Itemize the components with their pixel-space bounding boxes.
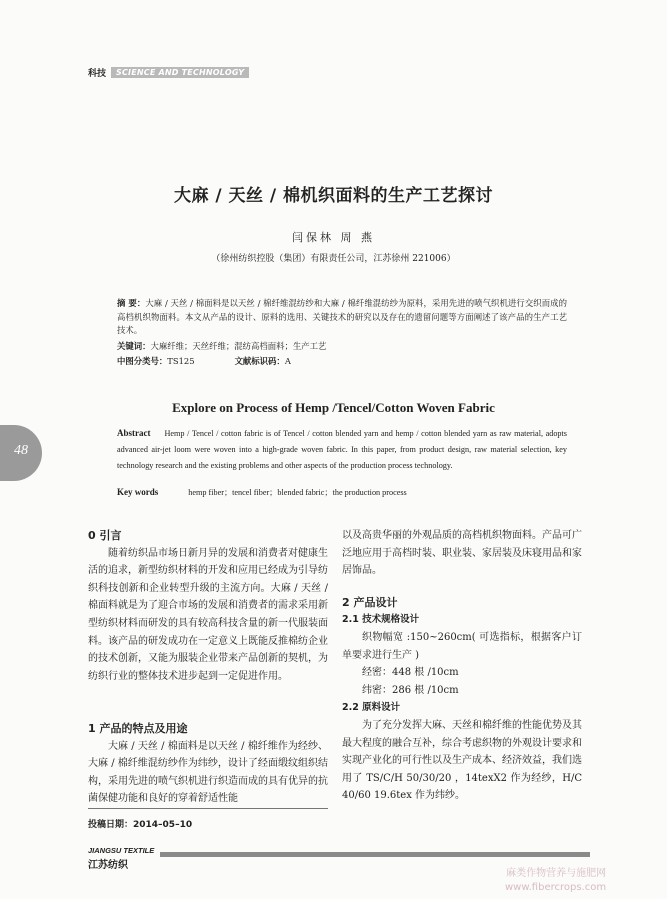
keywords-zh (117, 340, 326, 352)
doc-code-label: 文献标识码： (234, 356, 285, 366)
section-0-heading: 0 引言 (88, 529, 122, 542)
article-title: 大麻 / 天丝 / 棉机织面料的生产工艺探讨 (173, 186, 494, 206)
received-date: 投稿日期：2014–05–10 (88, 820, 193, 830)
abstract-en-label: Abstract (117, 428, 151, 438)
journal-header (88, 66, 249, 79)
journal-brand-en: JIANGSU TEXTILE (88, 846, 155, 855)
abstract-zh (117, 297, 567, 338)
abstract-en (117, 425, 567, 474)
section-0-paragraph: 随着纺织品市场日新月异的发展和消费者对健康生活的追求，新型纺织材料的开发和应用已经成为引导纺织科技创新和企业转型升级的主流方向。大麻 / 天丝 / 棉面料就是为了迎合市场的发展和消费者的需求采用新型纺织材料而研发的具有较高科技含量的新一代服装面料。该产品的研发成功在一定意义上既能反推棉纺企业的技术创新，又能为服装企业带来产品创新的契机，为纺织行业的整体技术进步起到一定促进作用。 (88, 547, 328, 682)
keywords-en-text: hemp fiber；tencel fiber；blended fabric；the production process (188, 488, 407, 497)
page-number: 48 (14, 443, 28, 458)
watermark-line-1: 麻类作物营养与施肥网 (506, 868, 607, 879)
keywords-en (117, 487, 407, 498)
classification (117, 355, 291, 367)
keywords-en-label: Key words (117, 487, 159, 497)
keywords-zh-label: 关键词： (117, 341, 151, 351)
right-column (342, 527, 582, 805)
warp-density: 经密：448 根 /10cm (362, 667, 459, 679)
footnote-divider (88, 808, 328, 809)
subsection-2-2-paragraph: 为了充分发挥大麻、天丝和棉纤维的性能优势及其最大程度的融合互补，综合考虑织物的外观设计要求和实现产业化的可行性以及生产成本、经济效益，我们选用了 TS/C/H 50/30/20 ，14texX2 作为经纱，H/C 40/60 19.6tex 作为纬纱。 (342, 719, 582, 802)
title-en: Explore on Process of Hemp /Tencel/Cotton Woven Fabric (172, 400, 495, 415)
section-label: 科技 (88, 69, 107, 79)
section-1-heading: 1 产品的特点及用途 (88, 722, 188, 735)
subsection-2-2-heading: 2.2 原料设计 (342, 702, 401, 714)
abstract-en-text: Hemp / Tencel / cotton fabric is of Tencel / cotton blended yarn and hemp / cotton blended yarn as raw material, adopts advanced air-jet loom were woven into a high-grade woven fabric. In this paper, from product design, raw material selection, key technology research and the existing problems and other aspects of the production process technology. (117, 429, 567, 470)
watermark-line-2: www.fibercrops.com (505, 882, 607, 893)
keywords-zh-text: 大麻纤维；天丝纤维；混纺高档面料；生产工艺 (150, 341, 327, 351)
clc-value: TS125 (167, 356, 195, 366)
abstract-zh-text: 大麻 / 天丝 / 棉面料是以天丝 / 棉纤维混纺纱和大麻 / 棉纤维混纺纱为原料，采用先进的喷气织机进行交织而成的高档机织物面料。本文从产品的设计、原料的选用、关键技术的研究以及存在的遗留问题等方面阐述了该产品的生产工艺技术。 (117, 298, 567, 335)
site-watermark (505, 867, 606, 895)
right-col-continuation: 以及高贵华丽的外观品质的高档机织物面料。产品可广泛地应用于高档时装、职业装、家居装及床寝用品和家居饰品。 (342, 530, 582, 577)
journal-brand-zh: 江苏纺织 (88, 860, 128, 871)
weft-density: 纬密：286 根 /10cm (362, 684, 459, 696)
section-2-heading: 2 产品设计 (342, 595, 398, 609)
fabric-width: 织物幅宽 :150~260cm( 可选指标，根据客户订单要求进行生产 ) (342, 631, 582, 661)
authors: 闫保林 周 燕 (292, 231, 375, 244)
affiliation: （徐州纺织控股（集团）有限责任公司，江苏徐州 221006） (211, 254, 456, 264)
subsection-2-1-heading: 2.1 技术规格设计 (342, 614, 420, 626)
doc-code-value: A (284, 356, 291, 366)
abstract-zh-label: 摘 要： (117, 298, 146, 308)
clc-label: 中图分类号： (117, 356, 168, 366)
section-0 (88, 527, 328, 685)
section-1-paragraph: 大麻 / 天丝 / 棉面料是以天丝 / 棉纤维作为经纱、大麻 / 棉纤维混纺纱作为纬纱，设计了经面缎纹组织结构，采用先进的喷气织机进行织造而成的具有优异的抗菌保健功能和良好的穿着舒适性能 (88, 740, 328, 805)
footer-bar (160, 852, 590, 857)
section-tag: SCIENCE AND TECHNOLOGY (111, 67, 249, 78)
section-1 (88, 720, 328, 808)
